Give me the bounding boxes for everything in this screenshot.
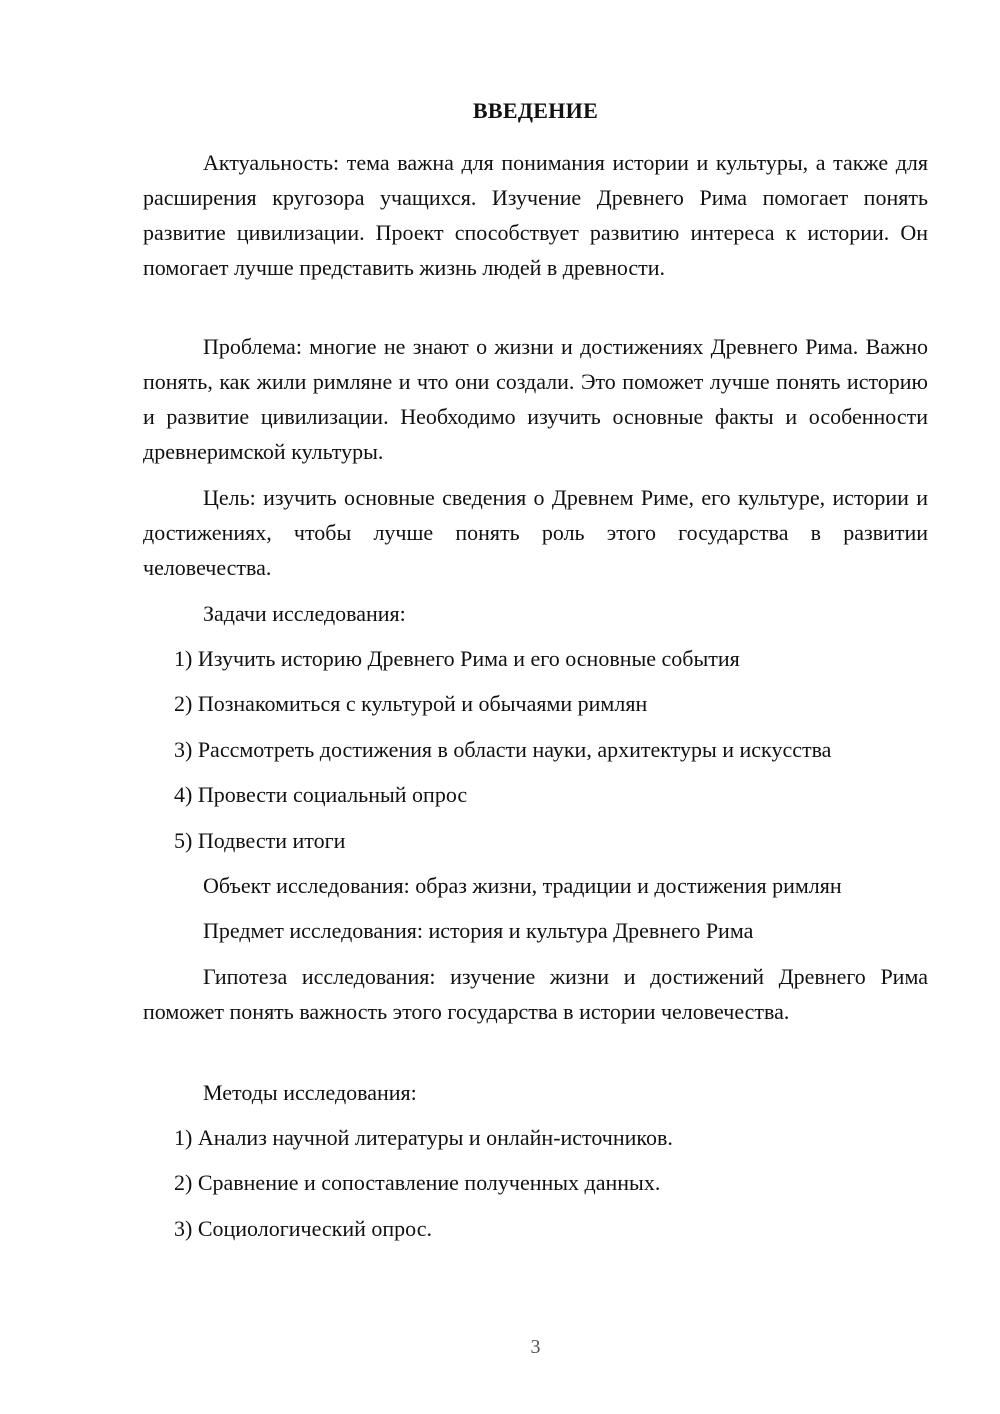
tasks-heading: Задачи исследования: <box>203 601 406 626</box>
method-item: 2) Сравнение и сопоставление полученных данных. <box>174 1170 661 1195</box>
page-number: 3 <box>530 1336 541 1358</box>
method-item: 3) Социологический опрос. <box>174 1216 432 1241</box>
hypothesis-text: Гипотеза исследования: изучение жизни и достижений Древнего Рима поможет понять важность этого государства в истории человечества. <box>143 964 928 1024</box>
problem-text: Проблема: многие не знают о жизни и достижениях Древнего Рима. Важно понять, как жили римляне и что они создали. Это поможет лучше понять историю и развитие цивилизации. Необходимо изучить основные факты и особенности древнеримской культуры. <box>143 334 928 464</box>
task-item: 2) Познакомиться с культурой и обычаями римлян <box>174 691 648 716</box>
task-item: 5) Подвести итоги <box>174 828 346 853</box>
task-item: 1) Изучить историю Древнего Рима и его основные события <box>174 646 740 671</box>
relevance-paragraph <box>143 145 928 285</box>
methods-heading: Методы исследования: <box>203 1080 417 1105</box>
hypothesis-paragraph <box>143 959 928 1029</box>
research-object: Объект исследования: образ жизни, традиции и достижения римлян <box>203 873 842 898</box>
problem-paragraph <box>143 329 928 469</box>
task-item: 3) Рассмотреть достижения в области науки, архитектуры и искусства <box>174 737 832 762</box>
goal-paragraph <box>143 480 928 585</box>
goal-text: Цель: изучить основные сведения о Древнем Риме, его культуре, истории и достижениях, чтобы лучше понять роль этого государства в развитии человечества. <box>143 485 928 580</box>
method-item: 1) Анализ научной литературы и онлайн-источников. <box>174 1125 673 1150</box>
research-subject: Предмет исследования: история и культура Древнего Рима <box>203 918 754 943</box>
section-title: ВВЕДЕНИЕ <box>472 98 599 123</box>
task-item: 4) Провести социальный опрос <box>174 782 468 807</box>
relevance-text: Актуальность: тема важна для понимания истории и культуры, а также для расширения кругозора учащихся. Изучение Древнего Рима помогает понять развитие цивилизации. Проект способствует развитию интереса к истории. Он помогает лучше представить жизнь людей в древности. <box>143 150 928 280</box>
